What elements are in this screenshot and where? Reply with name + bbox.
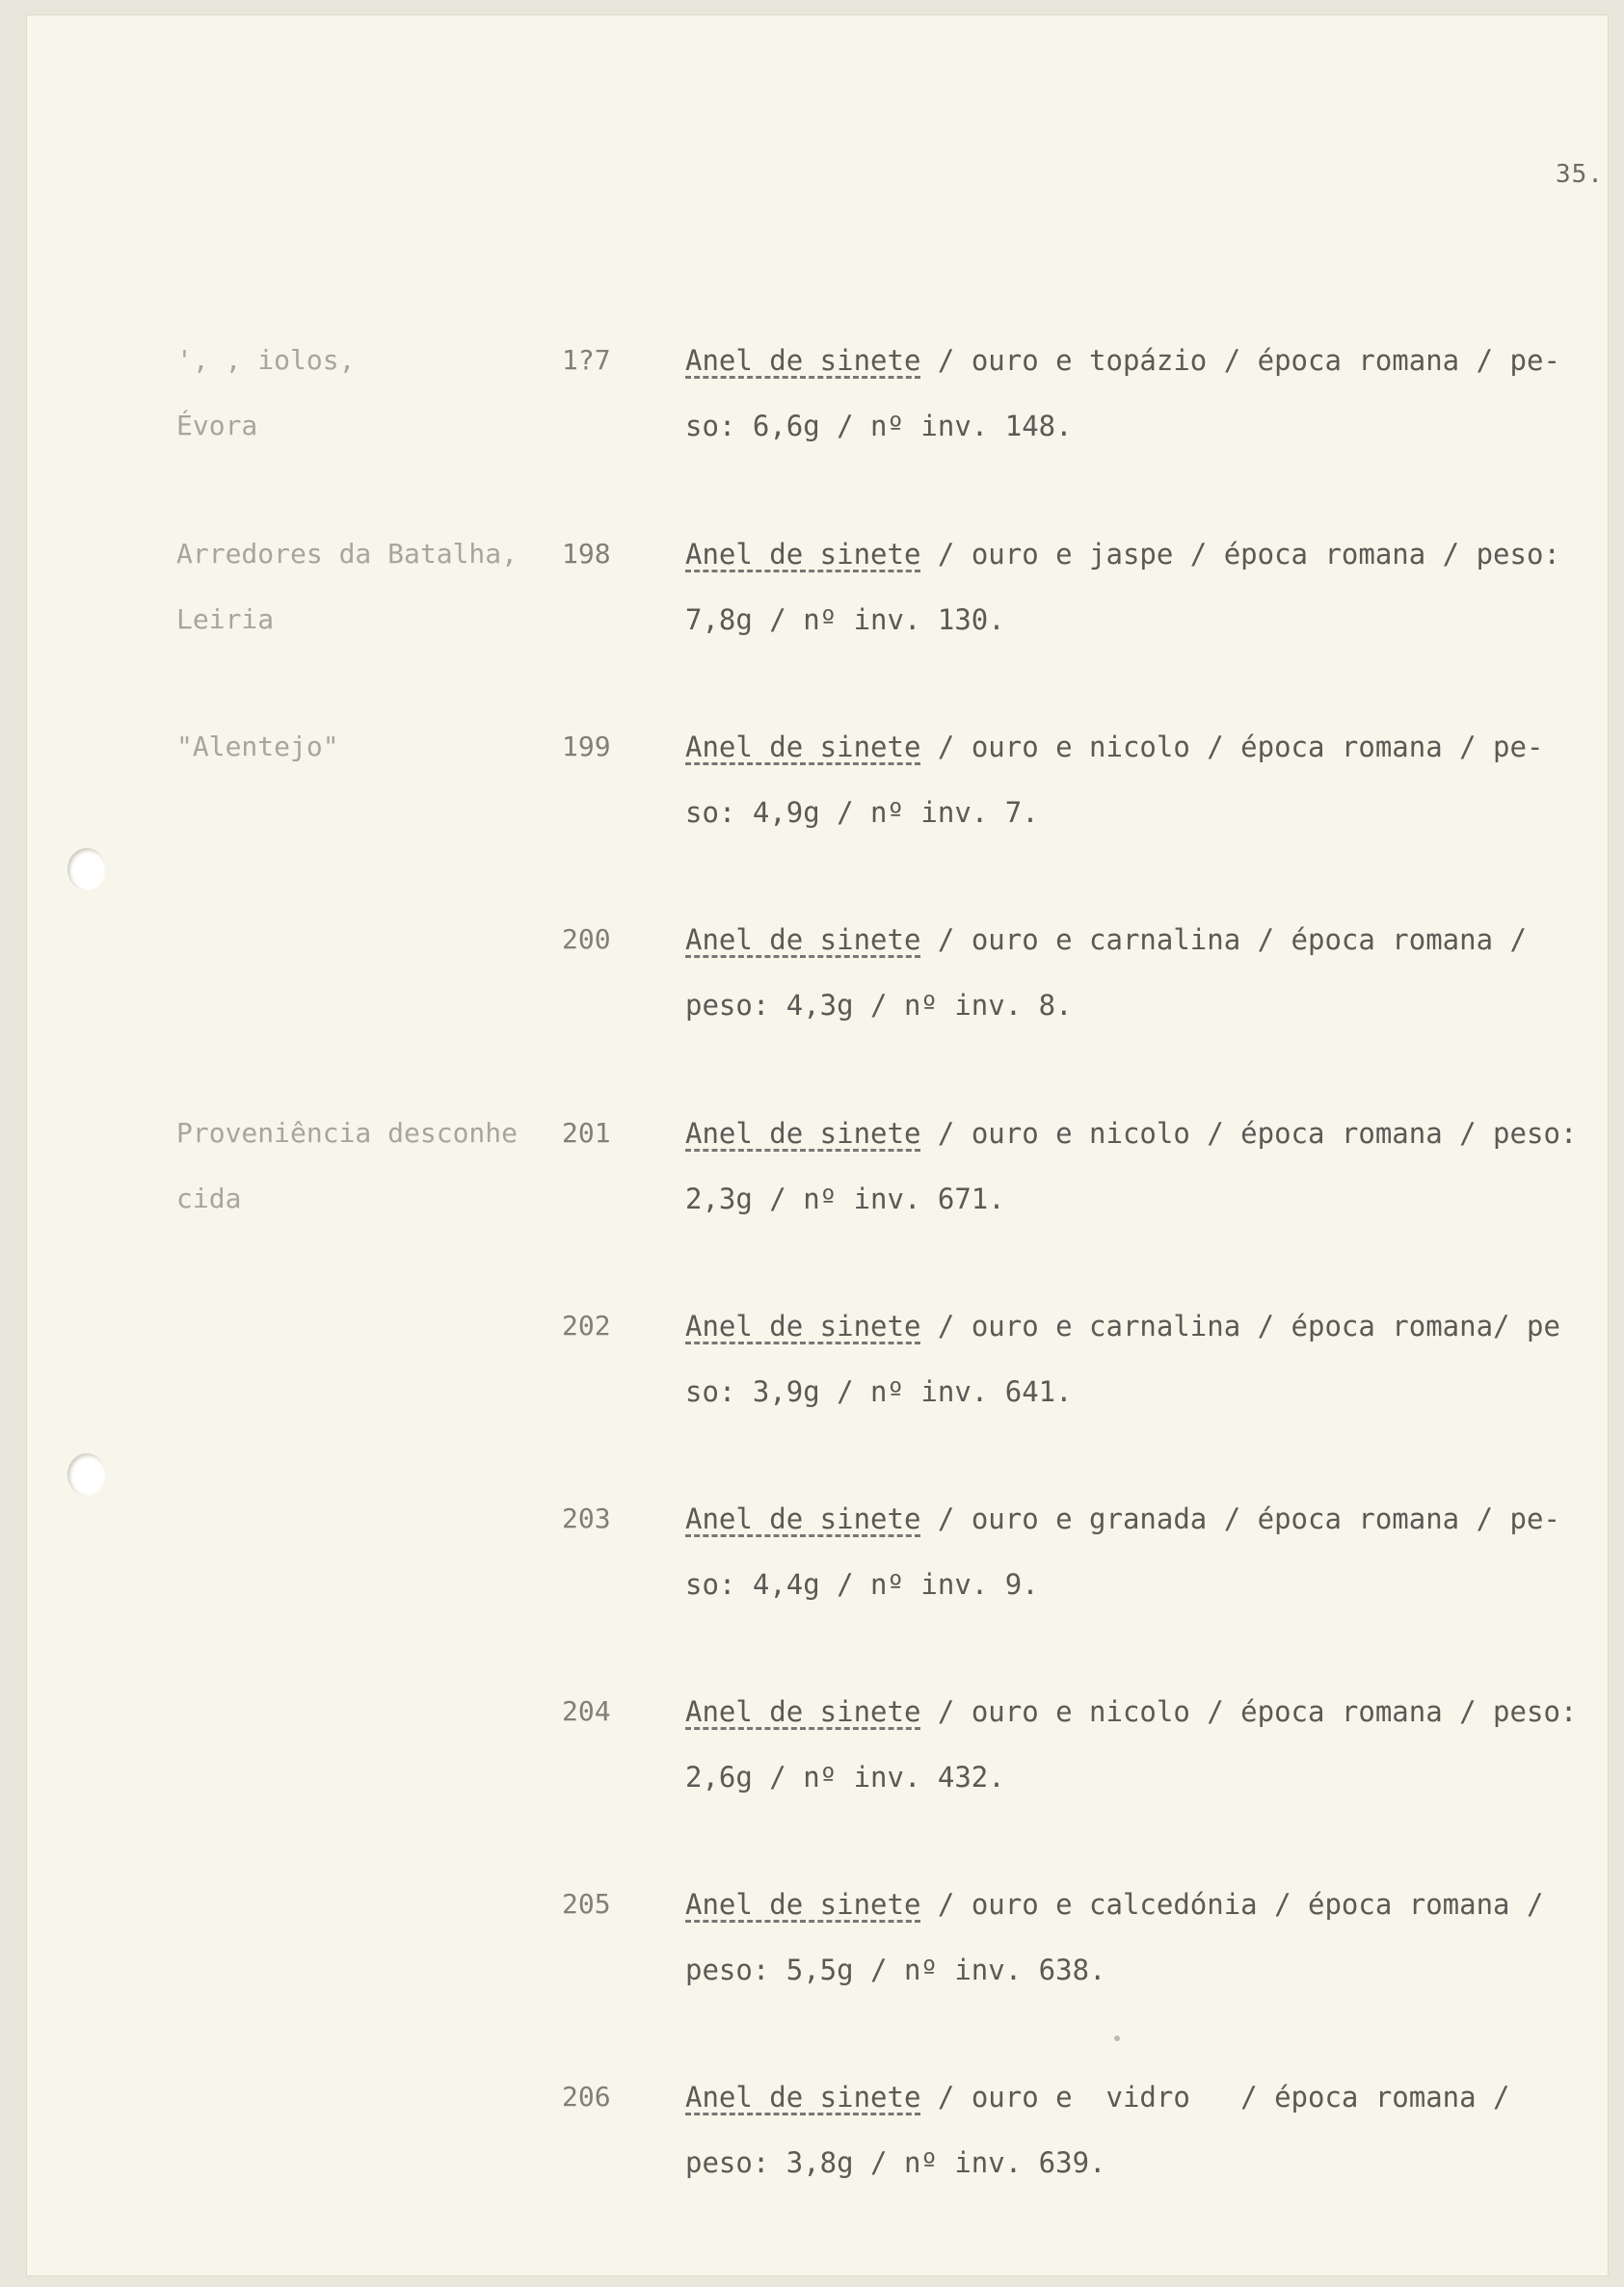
description-line-1 (685, 1293, 1560, 1359)
description-rest: / ouro e calcedónia / época romana / (920, 1888, 1544, 1921)
description-line-1 (685, 2064, 1533, 2130)
description-line-1 (685, 1872, 1544, 1937)
description-rest: / ouro e carnalina / época romana / (920, 923, 1527, 956)
catalogue-number: 206 (562, 2081, 611, 2113)
description-line-2: so: 4,4g / nº inv. 9. (685, 1568, 1039, 1601)
catalogue-entry (0, 1872, 1624, 1987)
description (685, 521, 1560, 652)
description-line-2: 7,8g / nº inv. 130. (685, 603, 1005, 636)
catalogue-number: 200 (562, 923, 611, 955)
provenance-line: Leiria (176, 603, 275, 635)
catalogue-number: 201 (562, 1117, 611, 1149)
punch-hole (67, 848, 106, 891)
description-rest: / ouro e vidro / época romana / (920, 2081, 1510, 2114)
item-title: Anel de sinete (685, 2081, 921, 2114)
description-line-1 (685, 714, 1544, 780)
description-line-2: peso: 4,3g / nº inv. 8. (685, 989, 1073, 1022)
provenance (176, 328, 543, 459)
provenance-line: cida (176, 1183, 242, 1214)
description (685, 1101, 1578, 1232)
provenance-line: Arredores da Batalha, (176, 538, 519, 570)
item-title: Anel de sinete (685, 344, 921, 377)
description-line-2: so: 6,6g / nº inv. 148. (685, 410, 1073, 442)
item-title: Anel de sinete (685, 1695, 921, 1728)
catalogue-number: 1?7 (562, 344, 611, 376)
provenance (176, 1101, 543, 1232)
description-line-1 (685, 1679, 1578, 1744)
item-title: Anel de sinete (685, 1888, 921, 1921)
catalogue-entry (0, 1486, 1624, 1602)
provenance (176, 521, 543, 652)
description-line-2: so: 3,9g / nº inv. 641. (685, 1375, 1073, 1408)
catalogue-number: 199 (562, 731, 611, 762)
item-title: Anel de sinete (685, 1310, 921, 1343)
provenance-line: "Alentejo" (176, 731, 339, 762)
provenance-line: ', , iolos, (176, 344, 356, 376)
description (685, 328, 1560, 459)
catalogue-entry (0, 2064, 1624, 2180)
catalogue-number: 202 (562, 1310, 611, 1342)
description (685, 907, 1533, 1038)
description-rest: / ouro e nicolo / época romana / pe- (920, 731, 1544, 763)
description (685, 1872, 1544, 2003)
description (685, 1293, 1560, 1424)
description-line-2: peso: 5,5g / nº inv. 638. (685, 1954, 1106, 1986)
page-number: 35. (1556, 160, 1604, 189)
description-rest: / ouro e jaspe / época romana / peso: (920, 538, 1560, 571)
catalogue-number: 203 (562, 1503, 611, 1534)
catalogue-entry (0, 907, 1624, 1023)
paper-speck (1114, 2035, 1120, 2041)
item-title: Anel de sinete (685, 1117, 921, 1150)
item-title: Anel de sinete (685, 538, 921, 571)
description-line-2: so: 4,9g / nº inv. 7. (685, 796, 1039, 829)
description-rest: / ouro e nicolo / época romana / peso: (920, 1117, 1578, 1150)
description-line-1 (685, 1101, 1578, 1166)
description-line-2: 2,6g / nº inv. 432. (685, 1761, 1005, 1794)
catalogue-entry (0, 1293, 1624, 1409)
item-title: Anel de sinete (685, 923, 921, 956)
catalogue-number: 205 (562, 1888, 611, 1920)
catalogue-entry (0, 521, 1624, 637)
description-rest: / ouro e nicolo / época romana / peso: (920, 1695, 1578, 1728)
description-line-1 (685, 328, 1560, 393)
description-line-1 (685, 521, 1560, 587)
provenance (176, 714, 543, 780)
catalogue-number: 198 (562, 538, 611, 570)
provenance-line: Évora (176, 410, 258, 441)
catalogue-number: 204 (562, 1695, 611, 1727)
description (685, 714, 1544, 845)
catalogue-entry (0, 1101, 1624, 1216)
item-title: Anel de sinete (685, 731, 921, 763)
description-line-1 (685, 907, 1533, 972)
description (685, 2064, 1533, 2195)
provenance-line: Proveniência desconhe (176, 1117, 519, 1149)
description-rest: / ouro e topázio / época romana / pe- (920, 344, 1560, 377)
description (685, 1486, 1560, 1617)
catalogue-entry (0, 714, 1624, 830)
description-line-1 (685, 1486, 1560, 1552)
description-line-2: peso: 3,8g / nº inv. 639. (685, 2146, 1106, 2179)
description (685, 1679, 1578, 1810)
item-title: Anel de sinete (685, 1503, 921, 1535)
description-line-2: 2,3g / nº inv. 671. (685, 1183, 1005, 1215)
catalogue-entry (0, 1679, 1624, 1795)
description-rest: / ouro e carnalina / época romana/ pe (920, 1310, 1560, 1343)
catalogue-entry (0, 328, 1624, 443)
description-rest: / ouro e granada / época romana / pe- (920, 1503, 1560, 1535)
